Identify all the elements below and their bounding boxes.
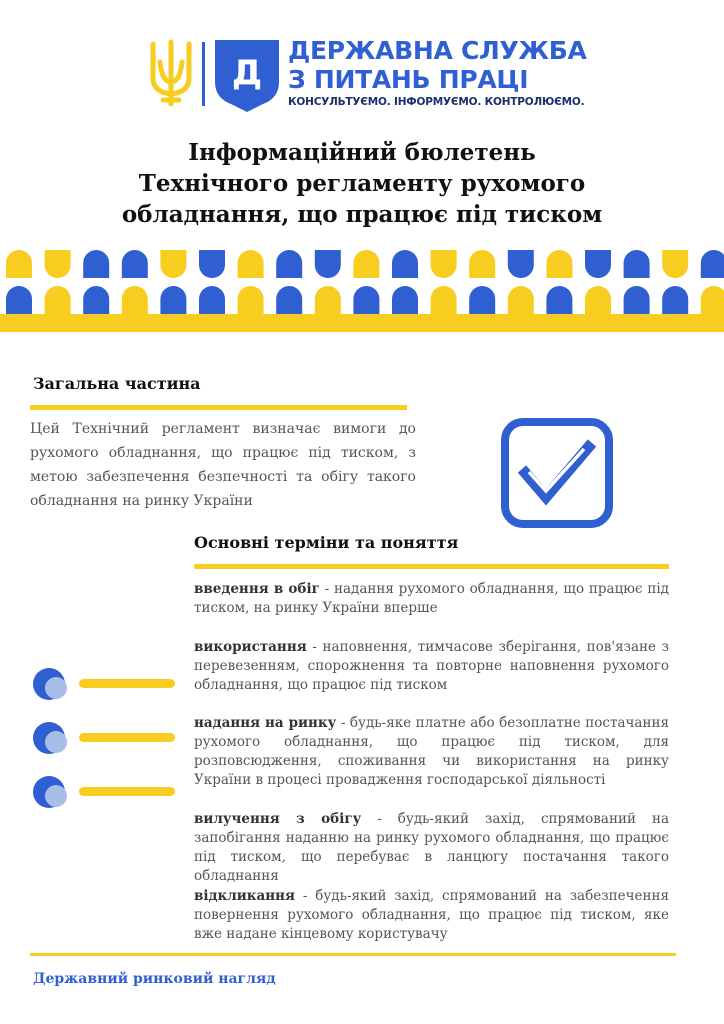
general-heading: Загальна частина <box>33 374 201 393</box>
band-shape <box>160 250 186 278</box>
band-shape <box>662 250 688 278</box>
band-shape <box>546 286 572 314</box>
term-item <box>194 638 669 695</box>
title-line-2: Технічного регламенту рухомого <box>138 170 586 197</box>
bullet-decoration <box>33 721 175 755</box>
band-shape <box>83 250 109 278</box>
band-shape <box>276 286 302 314</box>
terms-heading: Основні терміни та поняття <box>194 533 459 552</box>
logo-separator <box>202 42 205 106</box>
band-shape <box>6 286 32 314</box>
band-shape <box>585 286 611 314</box>
band-shape <box>431 286 457 314</box>
band-shape <box>624 250 650 278</box>
logo-badge <box>215 40 279 112</box>
footer-text: Державний ринковий нагляд <box>33 971 276 987</box>
org-name-line1: ДЕРЖАВНА СЛУЖБА <box>288 36 587 65</box>
band-shape <box>353 286 379 314</box>
term-definition: - надання рухомого обладнання, що працює під тиском, на ринку України вперше <box>194 581 669 616</box>
band-shape <box>160 286 186 314</box>
org-name <box>288 36 587 94</box>
org-name-line2: З ПИТАНЬ ПРАЦІ <box>288 65 529 94</box>
band-shape <box>392 250 418 278</box>
band-shape <box>585 250 611 278</box>
term-item <box>194 580 669 618</box>
band-shape <box>122 286 148 314</box>
band-shape <box>45 250 71 278</box>
band-shape <box>469 286 495 314</box>
term-definition: - будь-який захід, спрямований на запобігання наданню на ринку рухомого обладнання, що працює під тиском, що перебуває в ланцюгу постачання такого обладнання <box>194 811 669 884</box>
term-definition: - наповнення, тимчасове зберігання, пов'язане з перевезенням, спорожнення та повторне наповнення рухомого обладнання, що працює під тиском <box>194 639 669 693</box>
band-shape <box>6 250 32 278</box>
term-name: надання на ринку <box>194 715 337 731</box>
band-shape <box>624 286 650 314</box>
band-shape <box>662 286 688 314</box>
band-shape <box>469 250 495 278</box>
general-underline <box>30 405 407 410</box>
band-shape <box>701 250 724 278</box>
trident-icon <box>148 38 194 108</box>
bullet-decoration <box>33 775 175 809</box>
general-text: Цей Технічний регламент визначає вимоги до рухомого обладнання, що працює під тиском, з метою забезпечення безпечності та обігу такого обладнання на ринку України <box>30 421 416 509</box>
checkbox-icon <box>500 417 614 529</box>
term-definition: - будь-який захід, спрямований на забезпечення повернення рухомого обладнання, що працює під тиском, яке вже надане кінцевому користувачу <box>194 888 669 942</box>
band-shape <box>392 286 418 314</box>
term-item <box>194 810 669 886</box>
term-name: використання <box>194 639 307 655</box>
term-name: введення в обіг <box>194 581 320 597</box>
band-shape <box>276 250 302 278</box>
band-shape <box>315 286 341 314</box>
band-shape <box>508 250 534 278</box>
terms-underline <box>194 564 669 569</box>
footer-line <box>30 953 676 956</box>
band-shape <box>431 250 457 278</box>
term-definition: - будь-яке платне або безоплатне постачання рухомого обладнання, що працює під тиском, для розповсюдження, споживання чи використання на ринку України в процесі провадження господарської діяльності <box>194 715 669 788</box>
logo-letter: Д <box>231 53 263 93</box>
band-base <box>0 314 724 332</box>
band-shape <box>353 250 379 278</box>
band-shape <box>238 286 264 314</box>
band-shape <box>315 250 341 278</box>
band-shape <box>199 250 225 278</box>
band-shape <box>546 250 572 278</box>
term-name: вилучення з обігу <box>194 811 362 827</box>
page-title <box>40 137 684 230</box>
band-shape <box>83 286 109 314</box>
band-shape <box>238 250 264 278</box>
decorative-band <box>0 246 724 336</box>
band-shape <box>122 250 148 278</box>
title-line-1: Інформаційний бюлетень <box>188 139 536 166</box>
band-shape <box>45 286 71 314</box>
title-line-3: обладнання, що працює під тиском <box>121 201 603 228</box>
band-shape <box>701 286 724 314</box>
org-motto: КОНСУЛЬТУЄМО. ІНФОРМУЄМО. КОНТРОЛЮЄМО. <box>288 96 585 108</box>
band-shape <box>199 286 225 314</box>
term-item <box>194 714 669 790</box>
bullet-decoration <box>33 667 175 701</box>
band-shape <box>508 286 534 314</box>
term-item <box>194 887 669 944</box>
term-name: відкликання <box>194 888 296 904</box>
